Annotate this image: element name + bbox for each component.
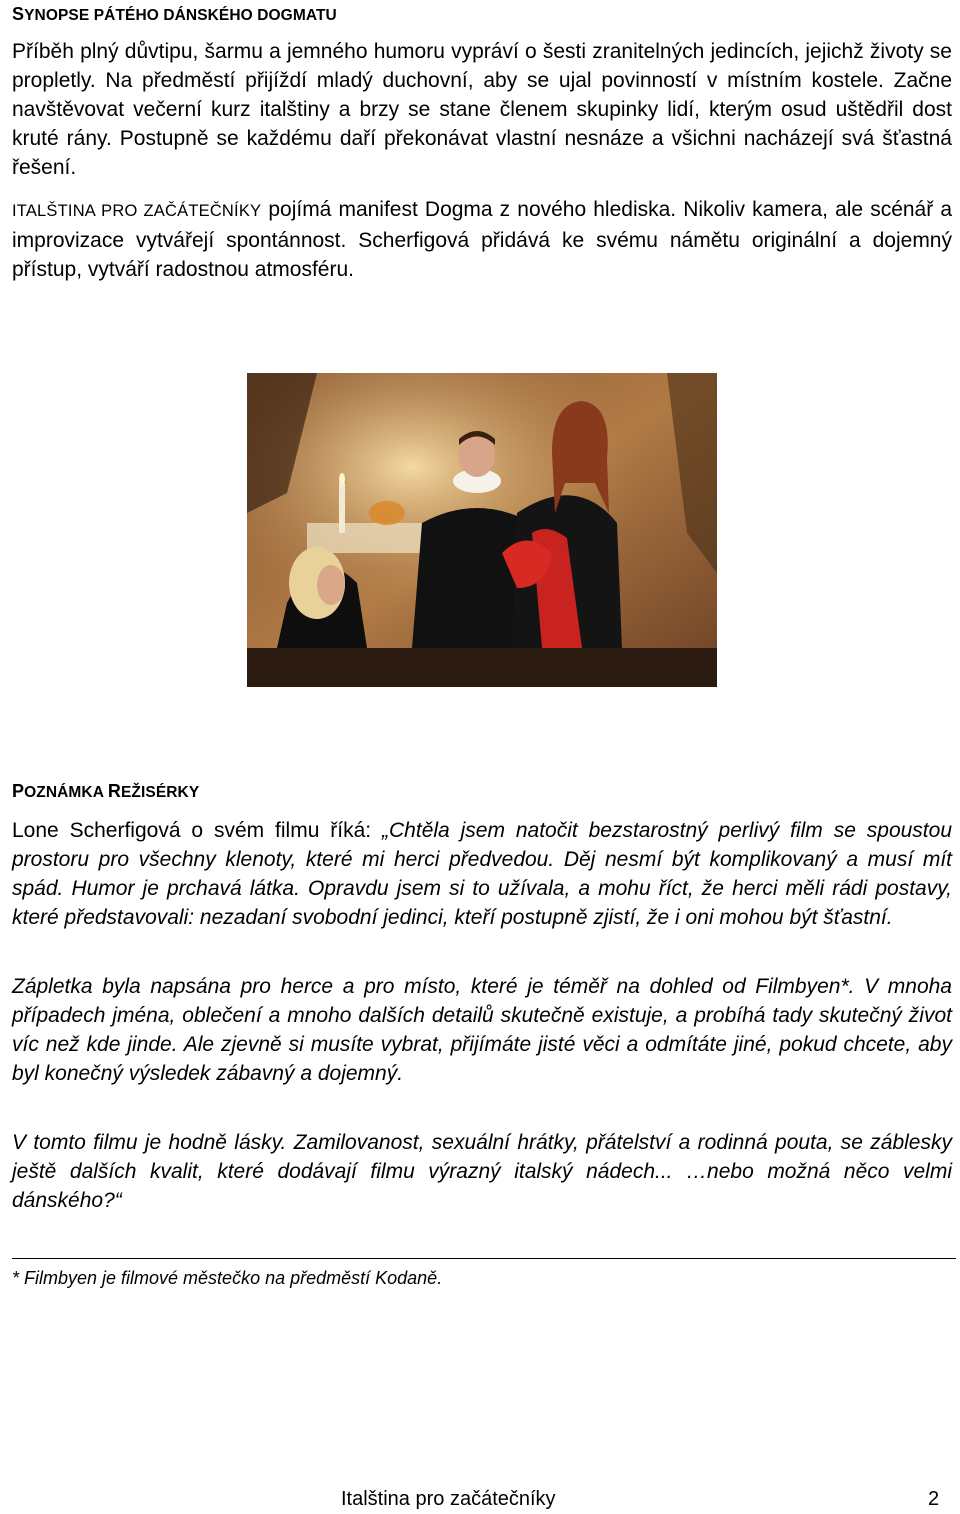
film-title-smallcaps: ITALŠTINA PRO ZAČÁTEČNÍKY [12,202,262,220]
director-note-paragraph-3: V tomto filmu je hodně lásky. Zamilovanost, sexuální hrátky, přátelství a rodinná pouta, se záblesky ještě dalších kvalit, které dodávají filmu výrazný italský nádech... …nebo možná něco velmi dánského?“ [12,1131,952,1212]
film-still-photo [247,373,717,687]
director-note-heading: POZNÁMKA REŽISÉRKY [12,781,200,801]
director-note-paragraph-2: Zápletka byla napsána pro herce a pro místo, které je téměř na dohled od Filmbyen*. V mnoha případech jména, oblečení a mnoho dalších detailů skutečně existuje, a probíhá tady skutečný život víc než kde jinde. Ale zjevně si musíte vybrat, přijímáte jisté věci a odmítáte jiné, pokud chcete, aby byl konečný výsledek zábavný a dojemný. [12,975,952,1085]
synopsis-heading: SYNOPSE PÁTÉHO DÁNSKÉHO DOGMATU [12,4,337,24]
synopsis-paragraph-2: ITALŠTINA PRO ZAČÁTEČNÍKY pojímá manifest Dogma z nového hlediska. Nikoliv kamera, ale scénář a improvizace vytvářejí spontánnost. Scherfigová přidává ke svému námětu originální a dojemný přístup, vytváří radostnou atmosféru. [12,198,952,281]
director-note-paragraph-1: Lone Scherfigová o svém filmu říká: „Chtěla jsem natočit bezstarostný perlivý film se spoustou prostoru pro všechny klenoty, které mi herci předvedou. Děj nesmí být komplikovaný a musí mít spád. Humor je prchavá látka. Opravdu jsem si to užívala, a mohu říct, že herci měli rádi postavy, které představovali: nezadaní svobodní jedinci, kteří postupně zjistí, že i oni mohou být šťastní. [12,819,952,929]
synopsis-paragraph-1: Příběh plný důvtipu, šarmu a jemného humoru vypráví o šesti zranitelných jedincích, jejichž životy se propletly. Na předměstí přijíždí mladý duchovní, aby se ujal povinností v místním kostele. Začne navštěvovat večerní kurz italštiny a brzy se stane členem skupinky lidí, kterým osud uštědřil dost kruté rány. Postupně se každému daří překonávat vlastní nesnáze a všichni nacházejí svá šťastná řešení. [12,40,952,179]
footnote: * Filmbyen je filmové městečko na předměstí Kodaně. [12,1268,443,1288]
film-still-illustration [247,373,717,687]
footnote-separator [12,1258,956,1259]
footer-title: Italština pro začátečníky [341,1488,556,1510]
page-number: 2 [928,1488,940,1510]
